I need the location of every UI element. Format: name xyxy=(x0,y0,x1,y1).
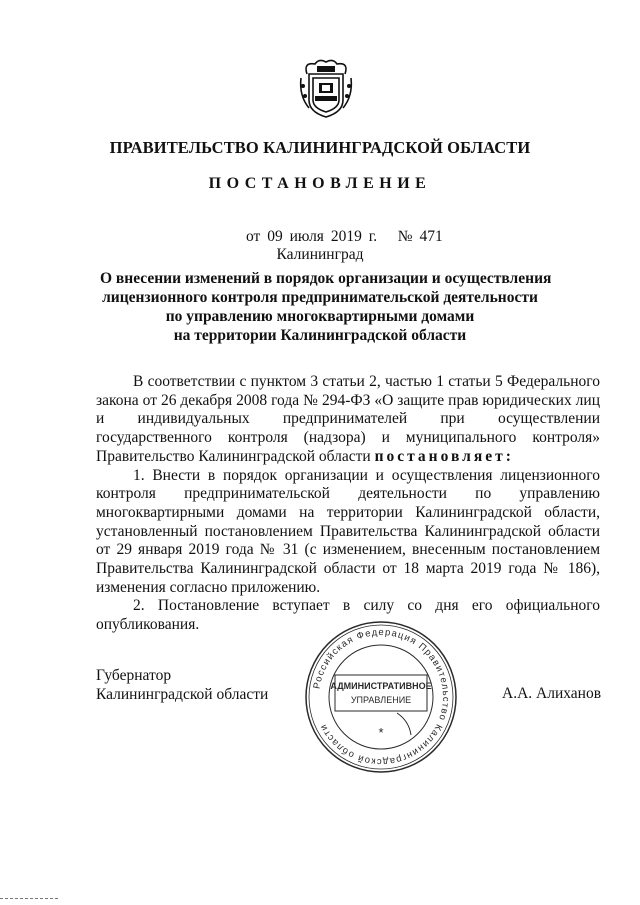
stamp-outer-text: Российская Федерация Правительство Калининградской области xyxy=(311,626,452,768)
document-heading xyxy=(100,269,552,345)
document-type: ПОСТАНОВЛЕНИЕ xyxy=(208,175,432,192)
heading-line: О внесении изменений в порядок организации и осуществления xyxy=(100,270,552,287)
date-day: 09 xyxy=(267,228,283,245)
footer-divider xyxy=(0,898,58,899)
heading-line: на территории Калининградской области xyxy=(173,327,467,344)
city: Калининград xyxy=(276,246,364,263)
date-line xyxy=(246,228,443,246)
signatory-name: А.А. Алиханов xyxy=(502,685,602,702)
stamp-inner-line2: УПРАВЛЕНИЕ xyxy=(350,695,412,705)
date-year: 2019 г. xyxy=(330,228,378,245)
heading-line: лицензионного контроля предпринимательской деятельности xyxy=(102,289,538,306)
position-line: Калининградской области xyxy=(96,685,269,703)
heading-line: по управлению многоквартирными домами xyxy=(165,308,475,325)
document-number: 471 xyxy=(419,228,443,245)
signatory-position xyxy=(96,667,268,704)
stamp-inner-line1: АДМИНИСТРАТИВНОЕ xyxy=(330,681,432,691)
position-line: Губернатор xyxy=(96,667,172,684)
resolves-word: постановляет: xyxy=(374,447,514,465)
stamp-star: * xyxy=(378,725,384,740)
document-body xyxy=(96,373,600,635)
signature-mark xyxy=(397,713,411,735)
coat-of-arms-icon xyxy=(297,56,355,120)
organization-title: ПРАВИТЕЛЬСТВО КАЛИНИНГРАДСКОЙ ОБЛАСТИ xyxy=(109,138,531,157)
item-1: 1. Внести в порядок организации и осуществления лицензионного контроля предпринимательской деятельности по управлению многоквартирными домами на территории Калининградской области, установленный постановлением Правительства Калининградской области от 29 января 2019 года № 31 (с изменением, внесенным постановлением Правительства Калининградской области от 18 марта 2019 года № 186), изменения согласно приложению. xyxy=(96,466,600,596)
number-sign: № xyxy=(397,228,413,245)
official-stamp-icon xyxy=(301,617,461,777)
intro-text: В соответствии с пунктом 3 статьи 2, частью 1 статьи 5 Федерального закона от 26 декабря 2008 года № 294-ФЗ «О защите прав юридических лиц и индивидуальных предпринимателей при осуществлении государственного контроля (надзора) и муниципального контроля» Правительство Калининградской области xyxy=(96,373,600,465)
intro-paragraph xyxy=(96,373,600,467)
item-2: 2. Постановление вступает в силу со дня его официального опубликования. xyxy=(96,597,600,634)
date-month: июля xyxy=(289,228,324,245)
date-prefix: от xyxy=(246,228,261,245)
